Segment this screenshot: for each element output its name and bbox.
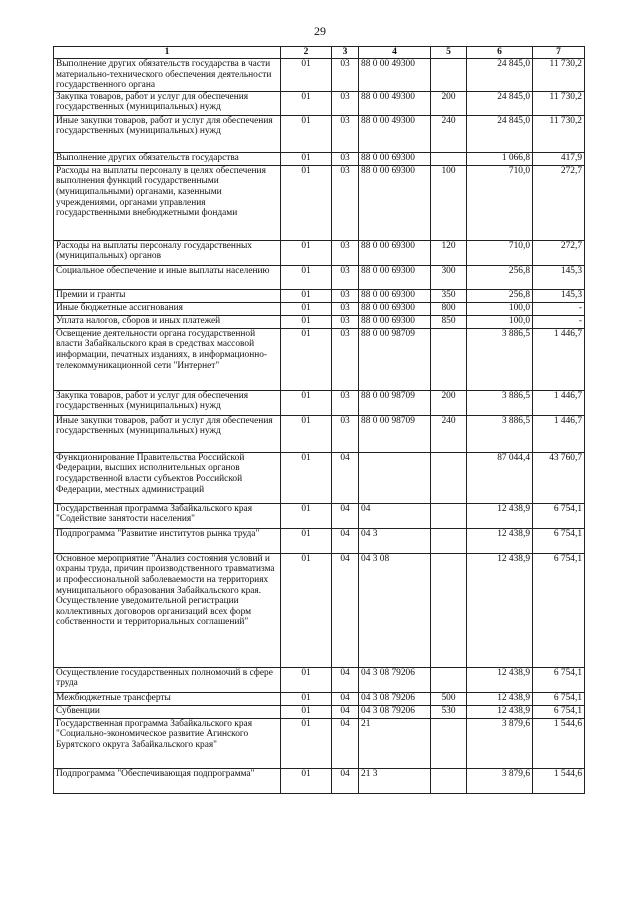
row-expense-type-cell <box>431 503 467 528</box>
row-name-cell: Осуществление государственных полномочий в сфере труда <box>54 667 281 692</box>
row-name-cell: Расходы на выплаты персоналу в целях обеспечения выполнения функций государственными (муниципальными) органами, казенными учреждениями, органами управления государственными внебюджетными фондами <box>54 165 281 240</box>
row-expense-type-cell <box>431 718 467 768</box>
row-plan-amount-cell: 12 438,9 <box>467 705 533 718</box>
row-section-cell: 01 <box>281 415 332 452</box>
row-target-article-cell: 88 0 00 98709 <box>359 415 431 452</box>
row-target-article-cell: 88 0 00 69300 <box>359 302 431 315</box>
row-subsection-cell: 03 <box>332 289 359 302</box>
row-name-cell: Выполнение других обязательств государства в части материально-технического обеспечения деятельности государственного органа <box>54 59 281 92</box>
row-plan-amount-cell: 24 845,0 <box>467 91 533 115</box>
row-actual-amount-cell: 11 730,2 <box>533 91 585 115</box>
row-plan-amount-cell: 24 845,0 <box>467 115 533 152</box>
row-subsection-cell: 04 <box>332 667 359 692</box>
table-row <box>54 289 585 302</box>
row-target-article-cell <box>359 452 431 503</box>
row-name-cell: Подпрограмма "Развитие институтов рынка труда" <box>54 528 281 553</box>
row-actual-amount-cell: 1 544,6 <box>533 718 585 768</box>
row-section-cell: 01 <box>281 705 332 718</box>
row-actual-amount-cell: 1 544,6 <box>533 768 585 793</box>
row-name-cell: Межбюджетные трансферты <box>54 692 281 705</box>
row-plan-amount-cell: 256,8 <box>467 265 533 289</box>
row-subsection-cell: 04 <box>332 768 359 793</box>
row-plan-amount-cell: 1 066,8 <box>467 152 533 165</box>
row-section-cell: 01 <box>281 289 332 302</box>
row-section-cell: 01 <box>281 528 332 553</box>
row-name-cell: Освещение деятельности органа государственной власти Забайкальского края в средствах массовой информации, печатных изданиях, в информационно-телекоммуникационной сети "Интернет" <box>54 328 281 390</box>
row-name-cell: Закупка товаров, работ и услуг для обеспечения государственных (муниципальных) нужд <box>54 91 281 115</box>
row-target-article-cell: 88 0 00 98709 <box>359 390 431 415</box>
row-expense-type-cell <box>431 152 467 165</box>
table-row <box>54 59 585 92</box>
row-subsection-cell: 03 <box>332 390 359 415</box>
row-subsection-cell: 03 <box>332 265 359 289</box>
table-row <box>54 528 585 553</box>
row-target-article-cell: 88 0 00 98709 <box>359 328 431 390</box>
table-row <box>54 553 585 667</box>
row-name-cell: Субвенции <box>54 705 281 718</box>
table-row <box>54 152 585 165</box>
row-target-article-cell: 21 3 <box>359 768 431 793</box>
row-plan-amount-cell: 3 886,5 <box>467 415 533 452</box>
row-section-cell: 01 <box>281 328 332 390</box>
row-target-article-cell: 88 0 00 69300 <box>359 240 431 265</box>
row-name-cell: Премии и гранты <box>54 289 281 302</box>
row-section-cell: 01 <box>281 503 332 528</box>
row-section-cell: 01 <box>281 59 332 92</box>
header-col-4: 4 <box>359 47 431 59</box>
table-row <box>54 315 585 328</box>
row-actual-amount-cell: 43 760,7 <box>533 452 585 503</box>
row-actual-amount-cell: 6 754,1 <box>533 692 585 705</box>
table-row <box>54 692 585 705</box>
row-section-cell: 01 <box>281 302 332 315</box>
row-expense-type-cell: 530 <box>431 705 467 718</box>
row-actual-amount-cell: 11 730,2 <box>533 115 585 152</box>
row-expense-type-cell: 500 <box>431 692 467 705</box>
row-target-article-cell: 04 3 08 79206 <box>359 705 431 718</box>
row-plan-amount-cell: 12 438,9 <box>467 528 533 553</box>
row-actual-amount-cell: 6 754,1 <box>533 503 585 528</box>
row-actual-amount-cell: 6 754,1 <box>533 553 585 667</box>
table-row <box>54 768 585 793</box>
row-name-cell: Уплата налогов, сборов и иных платежей <box>54 315 281 328</box>
row-name-cell: Подпрограмма "Обеспечивающая подпрограмма" <box>54 768 281 793</box>
row-actual-amount-cell: 145,3 <box>533 265 585 289</box>
table-row <box>54 165 585 240</box>
header-col-1: 1 <box>54 47 281 59</box>
row-subsection-cell: 04 <box>332 553 359 667</box>
row-subsection-cell: 04 <box>332 503 359 528</box>
row-section-cell: 01 <box>281 390 332 415</box>
row-actual-amount-cell: 6 754,1 <box>533 705 585 718</box>
row-section-cell: 01 <box>281 152 332 165</box>
header-col-7: 7 <box>533 47 585 59</box>
row-subsection-cell: 03 <box>332 415 359 452</box>
table-row <box>54 705 585 718</box>
table-row <box>54 328 585 390</box>
row-actual-amount-cell: 6 754,1 <box>533 667 585 692</box>
row-subsection-cell: 03 <box>332 91 359 115</box>
row-expense-type-cell: 350 <box>431 289 467 302</box>
row-subsection-cell: 03 <box>332 328 359 390</box>
row-actual-amount-cell: 1 446,7 <box>533 390 585 415</box>
row-actual-amount-cell: 1 446,7 <box>533 328 585 390</box>
row-plan-amount-cell: 3 886,5 <box>467 390 533 415</box>
table-row <box>54 718 585 768</box>
row-actual-amount-cell: 272,7 <box>533 165 585 240</box>
row-section-cell: 01 <box>281 553 332 667</box>
row-expense-type-cell <box>431 528 467 553</box>
row-subsection-cell: 03 <box>332 59 359 92</box>
row-subsection-cell: 04 <box>332 705 359 718</box>
row-target-article-cell: 21 <box>359 718 431 768</box>
row-plan-amount-cell: 12 438,9 <box>467 503 533 528</box>
row-target-article-cell: 88 0 00 69300 <box>359 289 431 302</box>
row-expense-type-cell: 300 <box>431 265 467 289</box>
row-subsection-cell: 03 <box>332 165 359 240</box>
row-plan-amount-cell: 24 845,0 <box>467 59 533 92</box>
row-plan-amount-cell: 12 438,9 <box>467 553 533 667</box>
row-target-article-cell: 88 0 00 69300 <box>359 152 431 165</box>
row-name-cell: Расходы на выплаты персоналу государственных (муниципальных) органов <box>54 240 281 265</box>
row-name-cell: Социальное обеспечение и иные выплаты населению <box>54 265 281 289</box>
row-expense-type-cell: 850 <box>431 315 467 328</box>
row-name-cell: Государственная программа Забайкальского края "Социально-экономическое развитие Агинского Бурятского округа Забайкальского края" <box>54 718 281 768</box>
table-row <box>54 503 585 528</box>
row-plan-amount-cell: 100,0 <box>467 315 533 328</box>
row-section-cell: 01 <box>281 240 332 265</box>
row-expense-type-cell <box>431 59 467 92</box>
row-subsection-cell: 03 <box>332 240 359 265</box>
row-expense-type-cell <box>431 328 467 390</box>
table-row <box>54 452 585 503</box>
row-subsection-cell: 04 <box>332 452 359 503</box>
row-section-cell: 01 <box>281 165 332 240</box>
row-section-cell: 01 <box>281 315 332 328</box>
row-plan-amount-cell: 3 879,6 <box>467 768 533 793</box>
row-plan-amount-cell: 3 886,5 <box>467 328 533 390</box>
header-col-3: 3 <box>332 47 359 59</box>
row-expense-type-cell <box>431 452 467 503</box>
row-target-article-cell: 88 0 00 49300 <box>359 91 431 115</box>
row-plan-amount-cell: 710,0 <box>467 240 533 265</box>
row-plan-amount-cell: 12 438,9 <box>467 667 533 692</box>
row-target-article-cell: 04 3 08 79206 <box>359 692 431 705</box>
row-section-cell: 01 <box>281 115 332 152</box>
budget-table <box>53 46 585 794</box>
row-name-cell: Иные бюджетные ассигнования <box>54 302 281 315</box>
row-target-article-cell: 88 0 00 69300 <box>359 165 431 240</box>
row-plan-amount-cell: 3 879,6 <box>467 718 533 768</box>
table-row <box>54 265 585 289</box>
row-name-cell: Государственная программа Забайкальского края "Содействие занятости населения" <box>54 503 281 528</box>
row-name-cell: Основное мероприятие "Анализ состояния условий и охраны труда, причин производственного травматизма и профессиональной заболеваемости на территориях муниципального образования Забайкальского края. Осуществление уведомительной регистрации коллективных договоров организаций всех форм собственности и территориальных соглашений" <box>54 553 281 667</box>
row-plan-amount-cell: 710,0 <box>467 165 533 240</box>
table-row <box>54 415 585 452</box>
row-name-cell: Функционирование Правительства Российской Федерации, высших исполнительных органов государственной власти субъектов Российской Федерации, местных администраций <box>54 452 281 503</box>
row-section-cell: 01 <box>281 667 332 692</box>
row-plan-amount-cell: 100,0 <box>467 302 533 315</box>
row-section-cell: 01 <box>281 692 332 705</box>
page-number: 29 <box>314 24 326 38</box>
row-name-cell: Иные закупки товаров, работ и услуг для обеспечения государственных (муниципальных) нужд <box>54 415 281 452</box>
row-plan-amount-cell: 256,8 <box>467 289 533 302</box>
row-section-cell: 01 <box>281 265 332 289</box>
row-expense-type-cell: 200 <box>431 91 467 115</box>
row-name-cell: Выполнение других обязательств государства <box>54 152 281 165</box>
row-actual-amount-cell: - <box>533 315 585 328</box>
row-subsection-cell: 03 <box>332 315 359 328</box>
row-target-article-cell: 88 0 00 69300 <box>359 315 431 328</box>
row-section-cell: 01 <box>281 452 332 503</box>
row-expense-type-cell: 200 <box>431 390 467 415</box>
row-target-article-cell: 88 0 00 49300 <box>359 59 431 92</box>
row-subsection-cell: 03 <box>332 115 359 152</box>
table-row <box>54 390 585 415</box>
row-actual-amount-cell: - <box>533 302 585 315</box>
row-subsection-cell: 04 <box>332 528 359 553</box>
row-actual-amount-cell: 6 754,1 <box>533 528 585 553</box>
row-expense-type-cell: 100 <box>431 165 467 240</box>
row-actual-amount-cell: 1 446,7 <box>533 415 585 452</box>
header-col-5: 5 <box>431 47 467 59</box>
row-actual-amount-cell: 11 730,2 <box>533 59 585 92</box>
header-col-2: 2 <box>281 47 332 59</box>
row-target-article-cell: 88 0 00 69300 <box>359 265 431 289</box>
row-target-article-cell: 88 0 00 49300 <box>359 115 431 152</box>
header-row <box>54 47 585 59</box>
row-expense-type-cell: 120 <box>431 240 467 265</box>
row-actual-amount-cell: 145,3 <box>533 289 585 302</box>
table-row <box>54 302 585 315</box>
row-section-cell: 01 <box>281 91 332 115</box>
row-target-article-cell: 04 <box>359 503 431 528</box>
row-expense-type-cell <box>431 667 467 692</box>
row-expense-type-cell <box>431 553 467 667</box>
row-section-cell: 01 <box>281 768 332 793</box>
row-target-article-cell: 04 3 08 79206 <box>359 667 431 692</box>
row-actual-amount-cell: 417,9 <box>533 152 585 165</box>
table-row <box>54 667 585 692</box>
table-body <box>54 59 585 794</box>
header-col-6: 6 <box>467 47 533 59</box>
row-subsection-cell: 03 <box>332 152 359 165</box>
row-name-cell: Закупка товаров, работ и услуг для обеспечения государственных (муниципальных) нужд <box>54 390 281 415</box>
row-plan-amount-cell: 87 044,4 <box>467 452 533 503</box>
table-row <box>54 115 585 152</box>
row-subsection-cell: 04 <box>332 718 359 768</box>
row-expense-type-cell: 240 <box>431 115 467 152</box>
row-actual-amount-cell: 272,7 <box>533 240 585 265</box>
row-name-cell: Иные закупки товаров, работ и услуг для обеспечения государственных (муниципальных) нужд <box>54 115 281 152</box>
row-expense-type-cell <box>431 768 467 793</box>
table-row <box>54 91 585 115</box>
row-plan-amount-cell: 12 438,9 <box>467 692 533 705</box>
row-section-cell: 01 <box>281 718 332 768</box>
row-expense-type-cell: 800 <box>431 302 467 315</box>
row-target-article-cell: 04 3 <box>359 528 431 553</box>
row-expense-type-cell: 240 <box>431 415 467 452</box>
row-subsection-cell: 03 <box>332 302 359 315</box>
table-row <box>54 240 585 265</box>
row-subsection-cell: 04 <box>332 692 359 705</box>
row-target-article-cell: 04 3 08 <box>359 553 431 667</box>
